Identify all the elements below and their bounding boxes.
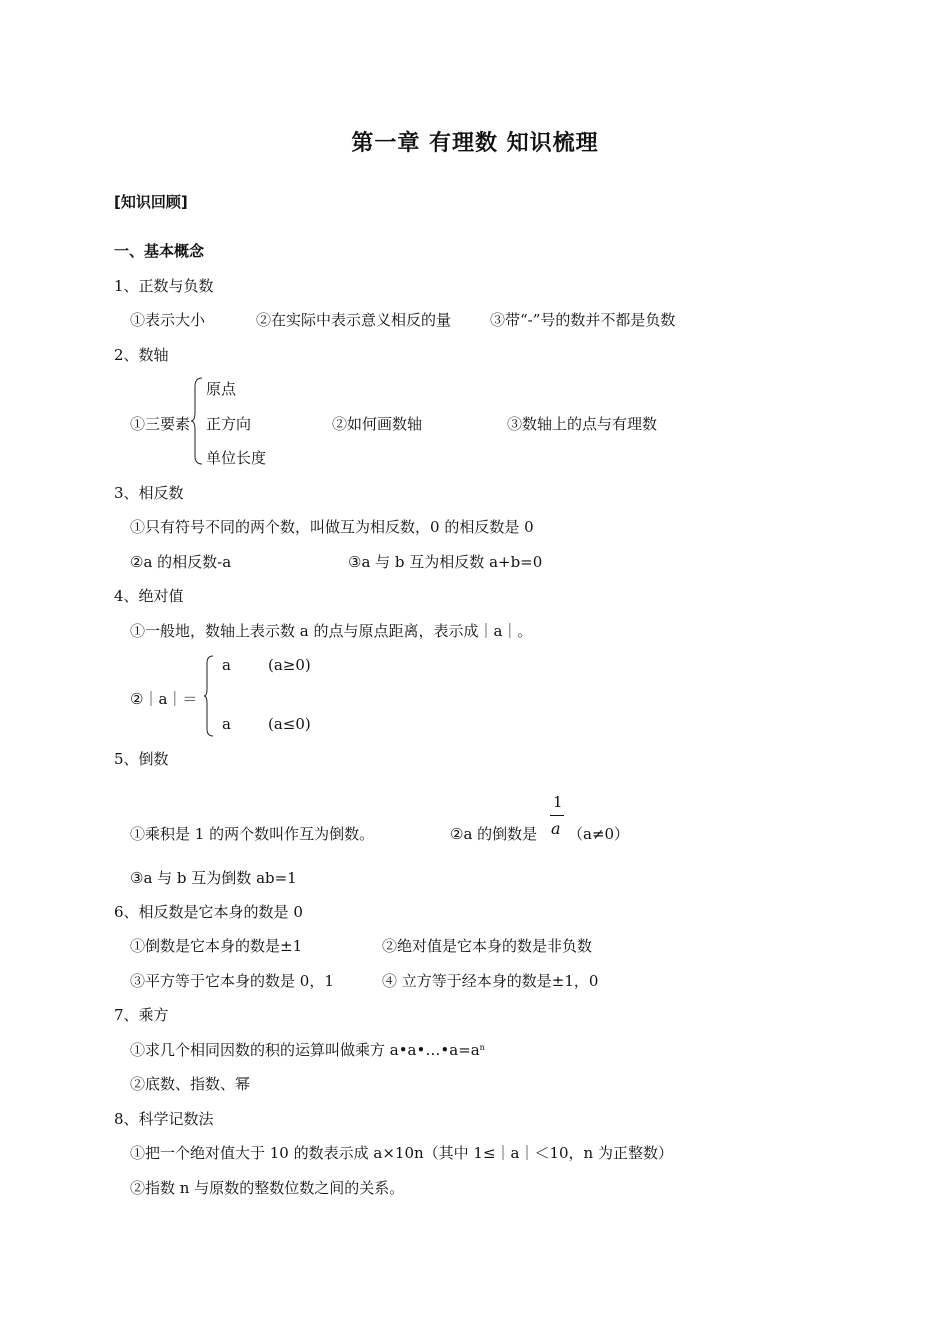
s5-fraction-bar xyxy=(550,815,564,816)
section-heading-basic-concepts: 一、基本概念 xyxy=(114,242,205,260)
s1-item3: ③带“-”号的数并不都是负数 xyxy=(490,311,676,329)
s4-case2-condition: (a≤0) xyxy=(268,715,311,733)
s3-heading: 3、相反数 xyxy=(114,484,184,502)
s4-item1: ①一般地，数轴上表示数 a 的点与原点距离，表示成｜a｜。 xyxy=(130,622,533,640)
s5-item3: ③a 与 b 互为倒数 ab=1 xyxy=(130,869,297,887)
s7-item1-exponent: n xyxy=(479,1043,485,1052)
page-title: 第一章 有理数 知识梳理 xyxy=(351,131,599,156)
s1-heading: 1、正数与负数 xyxy=(114,277,214,295)
s1-item1: ①表示大小 xyxy=(130,311,206,329)
s3-item3: ③a 与 b 互为相反数 a+b=0 xyxy=(348,553,543,571)
s7-item2: ②底数、指数、幂 xyxy=(130,1075,251,1093)
left-brace-icon xyxy=(190,376,204,466)
s7-item1-text: ①求几个相同因数的积的运算叫做乘方 a•a•…•a=a xyxy=(130,1041,480,1059)
s7-item1 xyxy=(130,1040,485,1060)
s4-heading: 4、绝对值 xyxy=(114,587,184,605)
s2-item3: ③数轴上的点与有理数 xyxy=(507,415,658,433)
s2-heading: 2、数轴 xyxy=(114,346,169,364)
s5-item2-condition: （a≠0） xyxy=(568,825,630,843)
s2-item1: ①三要素 xyxy=(130,415,191,433)
s6-item2: ②绝对值是它本身的数是非负数 xyxy=(382,937,593,955)
s8-item2: ②指数 n 与原数的整数位数之间的关系。 xyxy=(130,1179,405,1197)
s7-heading: 7、乘方 xyxy=(114,1006,169,1024)
s6-item4: ④ 立方等于经本身的数是±1，0 xyxy=(382,972,599,990)
s4-case1-value: a xyxy=(222,656,231,674)
s3-item1: ①只有符号不同的两个数，叫做互为相反数，0 的相反数是 0 xyxy=(130,518,534,536)
s2-element-unit-length: 单位长度 xyxy=(206,449,267,467)
s1-item2: ②在实际中表示意义相反的量 xyxy=(256,311,452,329)
s8-item1: ①把一个绝对值大于 10 的数表示成 a×10n（其中 1≤｜a｜＜10，n 为正整数） xyxy=(130,1144,673,1162)
s5-heading: 5、倒数 xyxy=(114,750,169,768)
s6-item3: ③平方等于它本身的数是 0，1 xyxy=(130,972,334,990)
s3-item2: ②a 的相反数-a xyxy=(130,553,232,571)
s4-case2-value: a xyxy=(222,715,231,733)
s2-element-direction: 正方向 xyxy=(206,415,252,433)
s8-heading: 8、科学记数法 xyxy=(114,1110,214,1128)
s4-item2: ②｜a｜＝ xyxy=(130,690,198,708)
s2-item2: ②如何画数轴 xyxy=(332,415,423,433)
s5-fraction-denominator: a xyxy=(551,819,561,838)
s6-heading: 6、相反数是它本身的数是 0 xyxy=(114,903,303,921)
s5-item1: ①乘积是 1 的两个数叫作互为倒数。 xyxy=(130,825,375,843)
s5-fraction-numerator: 1 xyxy=(553,793,563,811)
left-brace-icon xyxy=(203,654,215,738)
s6-item1: ①倒数是它本身的数是±1 xyxy=(130,937,303,955)
s4-case1-condition: (a≥0) xyxy=(268,656,311,674)
s2-element-origin: 原点 xyxy=(206,380,237,398)
s5-item2: ②a 的倒数是 xyxy=(450,825,538,843)
review-header: [知识回顾] xyxy=(114,193,188,211)
